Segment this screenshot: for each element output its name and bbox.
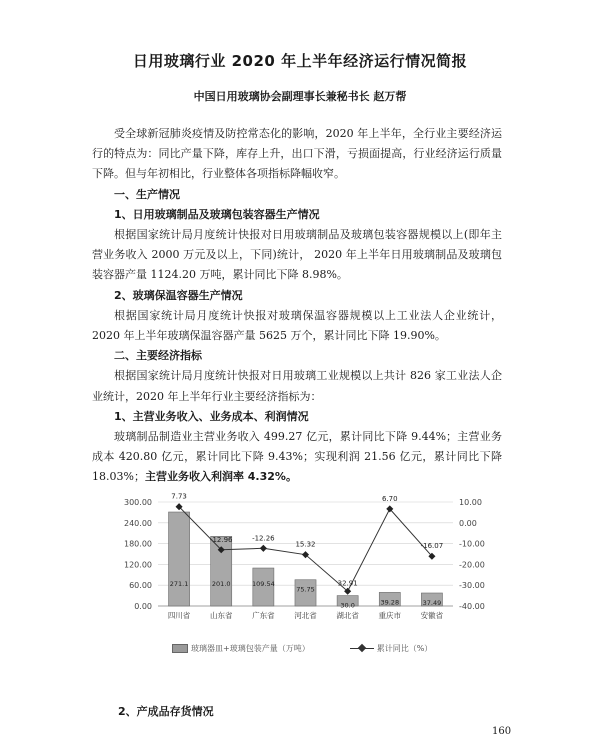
left-axis-tick-label: 240.00 bbox=[124, 518, 152, 528]
intro-paragraph: 受全球新冠肺炎疫情及防控常态化的影响，2020 年上半年，全行业主要经济运行的特点为：同比产量下降，库存上升，出口下滑，亏损面提高，行业经济运行质量下降。但与年初相比，行业整体各项指标降幅收窄。 bbox=[92, 127, 502, 181]
chart-legend bbox=[172, 643, 432, 654]
document-author: 中国日用玻璃协会副理事长兼秘书长 赵万帮 bbox=[193, 90, 407, 103]
category-tick-label: 广东省 bbox=[252, 611, 275, 620]
subsection-heading-glass-products: 1、日用玻璃制品及玻璃包装容器生产情况 bbox=[114, 207, 320, 221]
left-axis-tick-label: 180.00 bbox=[124, 539, 152, 549]
bar-data-label: 271.1 bbox=[169, 580, 189, 588]
section-heading-inventory: 2、产成品存货情况 bbox=[118, 705, 214, 718]
paragraph-revenue bbox=[92, 427, 502, 488]
category-tick-label: 安徽省 bbox=[420, 611, 444, 620]
right-axis-tick-label: 0.00 bbox=[459, 518, 477, 528]
document-title: 日用玻璃行业 2020 年上半年经济运行情况简报 bbox=[132, 52, 468, 70]
bar-data-label: 201.0 bbox=[211, 580, 231, 588]
category-tick-label: 山东省 bbox=[209, 611, 233, 620]
legend-bar-swatch bbox=[172, 644, 188, 653]
category-tick-label: 湖北省 bbox=[336, 611, 359, 620]
paragraph-glass-products: 根据国家统计局月度统计快报对日用玻璃制品及玻璃包装容器规模以上(即年主营业务收入 2000 万元及以上，下同)统计， 2020 年上半年日用玻璃制品及玻璃包装容器产量 1124.20 万吨，累计同比下降 8.98%。 bbox=[92, 228, 502, 282]
right-axis-tick-label: -20.00 bbox=[459, 560, 485, 570]
category-tick-label: 河北省 bbox=[294, 611, 317, 620]
revenue-margin-text: 主营业务收入利润率 4.32%。 bbox=[144, 470, 297, 484]
category-tick-label: 四川省 bbox=[167, 611, 191, 620]
left-axis-tick-label: 60.00 bbox=[129, 581, 152, 591]
line-data-label: 6.70 bbox=[381, 494, 398, 503]
right-axis-tick-label: -10.00 bbox=[459, 539, 485, 549]
line-data-label: -12.26 bbox=[252, 534, 275, 543]
right-axis-tick-label: -40.00 bbox=[459, 602, 485, 611]
right-axis-tick-label: 10.00 bbox=[459, 498, 482, 507]
section-heading-production: 一、生产情况 bbox=[114, 187, 180, 201]
bar-data-label: 39.28 bbox=[380, 598, 400, 607]
revenue-text: 玻璃制品制造业主营业务收入 499.27 亿元，累计同比下降 9.44%；主营业务成本 420.80 亿元，累计同比下降 9.43%；实现利润 21.56 亿元，累计同比下降 18.03%； bbox=[92, 430, 502, 484]
legend-line-swatch bbox=[350, 644, 374, 653]
section-heading-indicators: 二、主要经济指标 bbox=[114, 349, 202, 363]
paragraph-indicators: 根据国家统计局月度统计快报对日用玻璃工业规模以上共计 826 家工业法人企业统计，2020 年上半年行业主要经济指标为： bbox=[92, 369, 502, 403]
page-number: 160 bbox=[492, 726, 512, 737]
line-data-label: -16.07 bbox=[420, 542, 444, 551]
chart-bar bbox=[169, 512, 190, 606]
left-axis-tick-label: 300.00 bbox=[124, 498, 152, 507]
legend-line-label: 累计同比（%） bbox=[376, 644, 433, 653]
chart-canvas bbox=[108, 492, 508, 642]
bar-data-label: 109.54 bbox=[251, 580, 275, 588]
document-body bbox=[92, 124, 502, 488]
paragraph-vacuum-flask: 根据国家统计局月度统计快报对玻璃保温容器规模以上工业法人企业统计，2020 年上半年玻璃保温容器产量 5625 万个，累计同比下降 19.90%。 bbox=[92, 308, 502, 343]
bar-data-label: 37.49 bbox=[422, 599, 442, 608]
line-data-label: -12.96 bbox=[209, 535, 233, 544]
right-axis-tick-label: -30.00 bbox=[459, 581, 485, 591]
left-axis-tick-label: 120.00 bbox=[124, 560, 152, 570]
line-data-label: 15.32 bbox=[295, 540, 316, 549]
subsection-heading-revenue: 1、主营业务收入、业务成本、利润情况 bbox=[114, 409, 309, 423]
left-axis-tick-label: 0.00 bbox=[134, 602, 152, 611]
line-data-label: 32.91 bbox=[337, 579, 358, 588]
line-point-marker bbox=[260, 545, 267, 552]
bar-data-label: 30.0 bbox=[340, 601, 355, 610]
line-data-label: 7.73 bbox=[171, 492, 187, 501]
subsection-heading-vacuum-flask: 2、玻璃保温容器生产情况 bbox=[114, 288, 243, 302]
bar-data-label: 75.75 bbox=[296, 585, 315, 594]
legend-bar-label: 玻璃器皿+玻璃包装产量（万吨） bbox=[191, 644, 310, 653]
category-tick-label: 重庆市 bbox=[378, 611, 402, 620]
